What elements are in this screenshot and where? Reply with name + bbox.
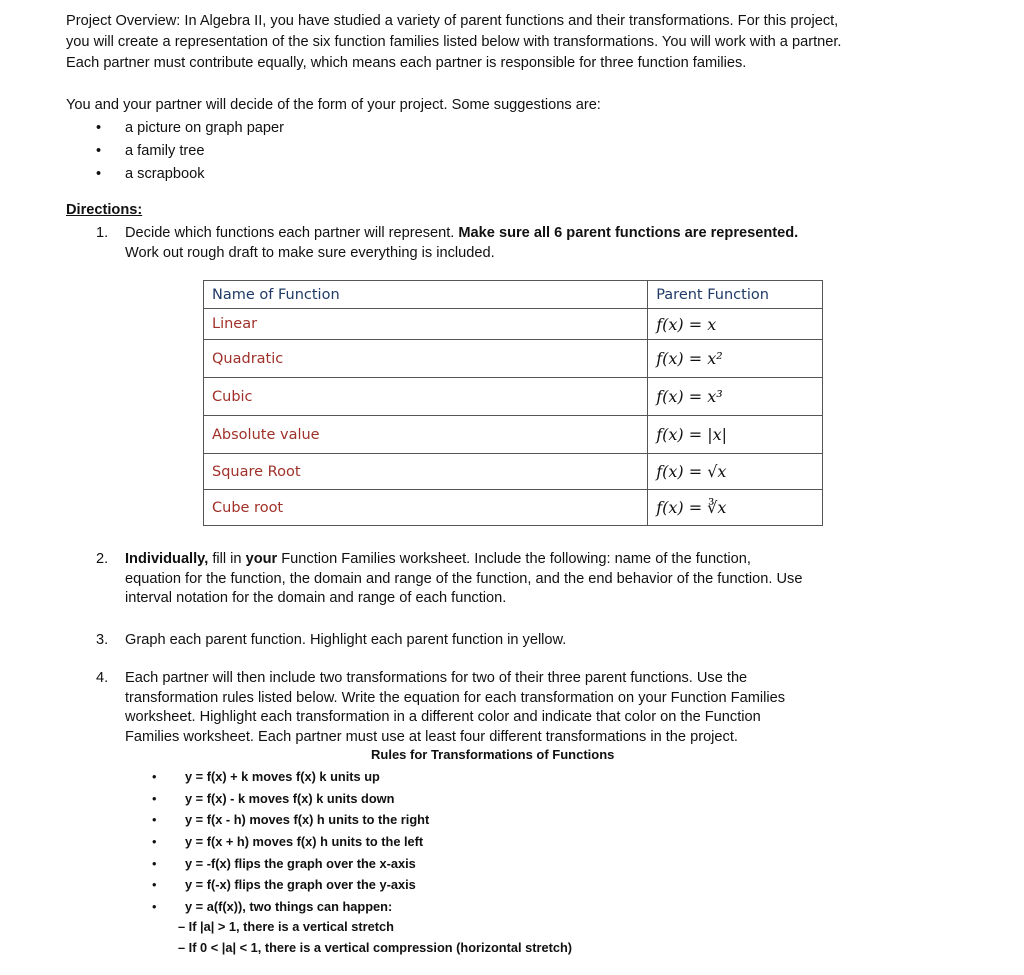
- list-item: • y = f(x) + k moves f(x) k units up: [152, 766, 429, 788]
- table-row: [204, 309, 823, 340]
- bullet-icon: •: [152, 877, 157, 893]
- table-row: [204, 416, 823, 454]
- function-equation: f(x) = √x: [648, 454, 823, 490]
- suggestions-intro: You and your partner will decide of the form of your project. Some suggestions are:: [66, 97, 601, 113]
- subrule-stretch: – If |a| > 1, there is a vertical stretch: [178, 919, 394, 934]
- bullet-icon: •: [152, 899, 157, 915]
- bullet-icon: •: [152, 769, 157, 784]
- function-equation: f(x) = ∛x: [648, 490, 823, 526]
- overview-line-2: you will create a representation of the six function families listed below with transformations. You will work with a partner.: [66, 34, 842, 50]
- project-overview: [66, 11, 966, 74]
- table-row: [204, 340, 823, 378]
- rules-heading: Rules for Transformations of Functions: [371, 747, 615, 762]
- bullet-icon: •: [96, 143, 102, 159]
- function-name: Quadratic: [204, 340, 648, 378]
- list-item: • y = f(x - h) moves f(x) h units to the right: [152, 809, 429, 831]
- step-3: 3. Graph each parent function. Highlight each parent function in yellow.: [96, 631, 896, 651]
- directions-heading: Directions:: [66, 202, 143, 218]
- function-equation: f(x) = x: [648, 309, 823, 340]
- step-4: 4. Each partner will then include two transformations for two of their three parent functions. Use the transformation rules listed below. Write the equation for each transformation on your Function Families worksheet. Highlight each transformation in a different color and indicate that color on the Function Families worksheet. Each partner must use at least four different transformations in the project.: [96, 670, 786, 745]
- bullet-icon: •: [152, 855, 157, 871]
- bullet-icon: •: [152, 834, 157, 850]
- function-name: Linear: [204, 309, 648, 340]
- overview-line-1: Project Overview: In Algebra II, you have studied a variety of parent functions and their transformations. For this project,: [66, 13, 839, 29]
- column-header-name: Name of Function: [204, 281, 648, 309]
- step-number: 2.: [96, 551, 109, 567]
- step-number: 3.: [96, 632, 109, 648]
- function-name: Cubic: [204, 378, 648, 416]
- transformation-rules-list: [152, 766, 429, 918]
- suggestions-list: [96, 117, 284, 186]
- list-item: • y = a(f(x)), two things can happen:: [152, 896, 429, 918]
- bullet-icon: •: [152, 812, 157, 828]
- list-item: • a picture on graph paper: [96, 117, 284, 140]
- bullet-icon: •: [96, 120, 102, 136]
- list-item: • y = f(x + h) moves f(x) h units to the left: [152, 831, 429, 853]
- function-name: Absolute value: [204, 416, 648, 454]
- list-item: • y = f(x) - k moves f(x) k units down: [152, 788, 429, 810]
- table-row: [204, 454, 823, 490]
- parent-function-table: [203, 280, 823, 526]
- bullet-icon: •: [96, 166, 102, 182]
- list-item: • a scrapbook: [96, 163, 284, 186]
- step-number: 4.: [96, 670, 109, 686]
- function-equation: f(x) = |x|: [648, 416, 823, 454]
- step-number: 1.: [96, 225, 109, 241]
- step-2: 2. Individually, fill in your Function Families worksheet. Include the following: name of the function, equation for the function, the domain and range of the function, and the end behavior of the function. Use interval notation for the domain and range of each function.: [96, 551, 803, 606]
- subrule-compression: – If 0 < |a| < 1, there is a vertical compression (horizontal stretch): [178, 940, 573, 955]
- step-1: 1. Decide which functions each partner will represent. Make sure all 6 parent functions are represented. Work out rough draft to make sure everything is included.: [96, 224, 896, 263]
- step-1-emphasis: Make sure all 6 parent functions are represented.: [458, 225, 799, 241]
- table-row: [204, 378, 823, 416]
- column-header-parent: Parent Function: [648, 281, 823, 309]
- list-item: • y = f(-x) flips the graph over the y-axis: [152, 874, 429, 896]
- table-row: [204, 490, 823, 526]
- function-equation: f(x) = x²: [648, 340, 823, 378]
- function-equation: f(x) = x³: [648, 378, 823, 416]
- step-1-line-2: Work out rough draft to make sure everything is included.: [125, 244, 495, 261]
- bullet-icon: •: [152, 790, 157, 806]
- list-item: • a family tree: [96, 140, 284, 163]
- list-item: • y = -f(x) flips the graph over the x-axis: [152, 853, 429, 875]
- overview-line-3: Each partner must contribute equally, which means each partner is responsible for three function families.: [66, 55, 747, 71]
- table-header-row: [204, 281, 823, 309]
- function-name: Square Root: [204, 454, 648, 490]
- function-name: Cube root: [204, 490, 648, 526]
